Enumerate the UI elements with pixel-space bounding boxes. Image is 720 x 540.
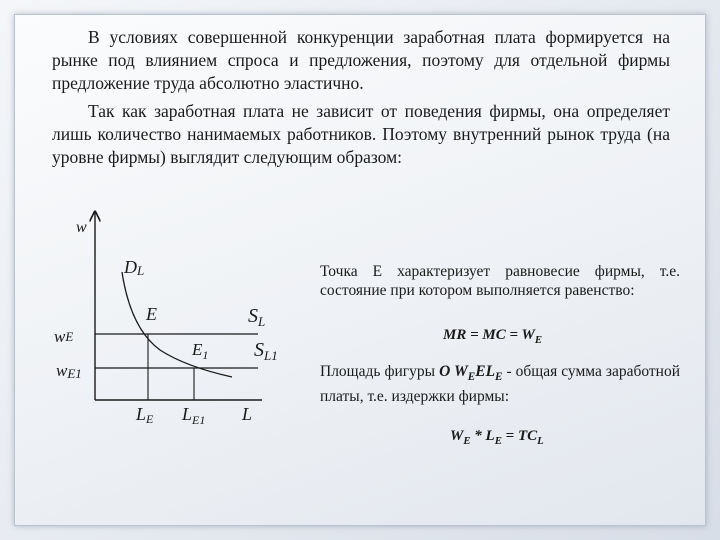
intro-paragraph: В условиях совершенной конкуренции заработная плата формируется на рынке под влиянием спроса и предложения, поэтому для отдельной фирмы предложение труда абсолютно эластично.	[52, 27, 670, 94]
quantity-le1-label: $L_{E1}$	[182, 404, 206, 427]
y-axis-label: w	[76, 219, 87, 236]
total-cost-formula: $W_E * L_E = TC_L$	[450, 428, 544, 447]
wage-we-label: wE	[54, 327, 74, 346]
x-axis-label: L	[242, 404, 253, 424]
quantity-le-label: LE	[136, 404, 154, 426]
supply-sl-label: $S_L$	[248, 305, 266, 329]
demand-label: DL	[124, 257, 145, 278]
wage-we1-label: wE1	[56, 361, 82, 381]
area-note: Площадь фигуры O $W_EEL_E$ - общая сумма заработной платы, т.е. издержки фирмы:	[320, 363, 681, 406]
equilibrium-note: Точка E характеризует равновесие фирмы, т.е. состояние при котором выполняется равенство:	[320, 263, 680, 299]
supply-sl1-label: $S_{L1}$	[254, 339, 278, 363]
demand-curve	[122, 272, 232, 377]
point-e-label: E	[146, 304, 157, 324]
point-e1-label: $E_1$	[192, 340, 209, 362]
explanation-paragraph: Так как заработная плата не зависит от поведения фирмы, она определяет лишь количество нанимаемых работников. Поэтому внутренний рынок труда (на уровне фирмы) выглядит следующим образом:	[52, 101, 670, 168]
equilibrium-formula: MR = MC = $W_E$	[443, 327, 543, 346]
